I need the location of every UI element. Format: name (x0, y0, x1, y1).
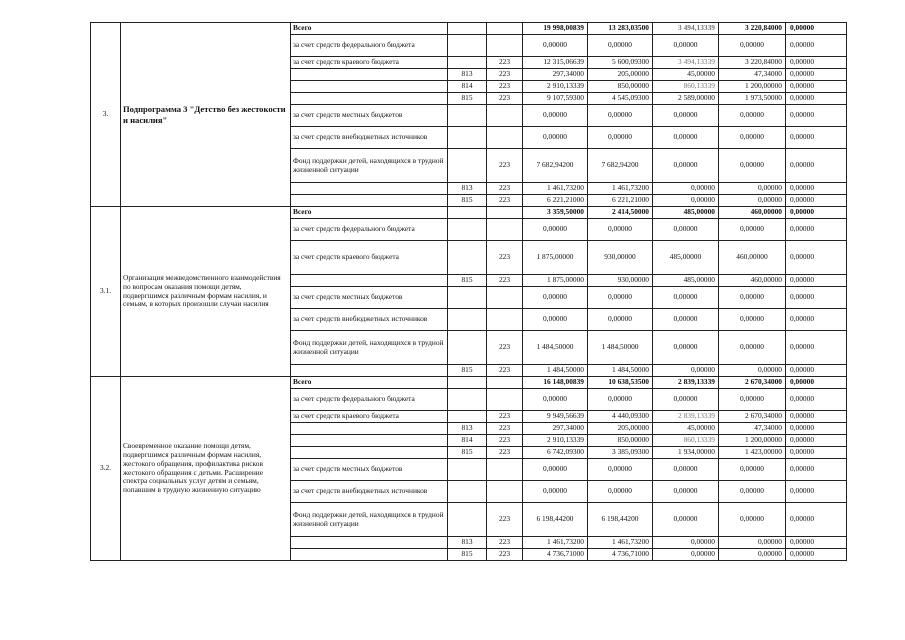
amount-cell: 0,00000 (523, 459, 588, 481)
table-row (91, 377, 847, 389)
amount-cell: 0,00000 (588, 127, 653, 149)
section-code: 223 (487, 183, 523, 195)
amount-cell: 0,00000 (786, 411, 847, 423)
section-code (487, 481, 523, 503)
amount-cell: 45,00000 (653, 69, 719, 81)
amount-cell: 0,00000 (719, 105, 786, 127)
amount-cell: 12 315,06639 (523, 57, 588, 69)
amount-cell: 0,00000 (653, 127, 719, 149)
funding-source-label (291, 549, 448, 561)
budget-code: 815 (448, 93, 487, 105)
amount-cell: 0,00000 (653, 35, 719, 57)
amount-cell: 0,00000 (719, 389, 786, 411)
amount-cell: 0,00000 (653, 331, 719, 365)
amount-cell: 13 283,03500 (588, 23, 653, 35)
amount-cell: 16 148,00839 (523, 377, 588, 389)
amount-cell: 4 736,71000 (523, 549, 588, 561)
amount-cell: 0,00000 (786, 195, 847, 207)
amount-cell: 0,00000 (786, 69, 847, 81)
budget-code (448, 481, 487, 503)
amount-cell: 0,00000 (786, 149, 847, 183)
section-code: 223 (487, 241, 523, 275)
section-code: 223 (487, 149, 523, 183)
amount-cell: 2 670,34000 (719, 411, 786, 423)
funding-source-label: Всего (291, 207, 448, 219)
amount-cell: 205,00000 (588, 69, 653, 81)
amount-cell: 485,00000 (653, 207, 719, 219)
budget-code (448, 309, 487, 331)
amount-cell: 0,00000 (786, 459, 847, 481)
section-code: 223 (487, 365, 523, 377)
budget-code (448, 127, 487, 149)
amount-cell: 0,00000 (588, 219, 653, 241)
funding-source-label (291, 435, 448, 447)
section-code (487, 23, 523, 35)
section-code: 223 (487, 81, 523, 93)
section-code: 223 (487, 503, 523, 537)
amount-cell: 7 682,94200 (588, 149, 653, 183)
amount-cell: 0,00000 (653, 389, 719, 411)
amount-cell: 1 484,50000 (588, 365, 653, 377)
funding-source-label: за счет средств внебюджетных источников (291, 127, 448, 149)
amount-cell: 205,00000 (588, 423, 653, 435)
amount-cell: 0,00000 (719, 309, 786, 331)
funding-source-label (291, 447, 448, 459)
funding-source-label: за счет средств местных бюджетов (291, 287, 448, 309)
amount-cell: 0,00000 (719, 183, 786, 195)
budget-code: 814 (448, 435, 487, 447)
amount-cell: 1 461,73200 (523, 183, 588, 195)
amount-cell: 3 494,13339 (653, 23, 719, 35)
amount-cell: 19 998,00839 (523, 23, 588, 35)
amount-cell: 0,00000 (653, 287, 719, 309)
section-code: 223 (487, 423, 523, 435)
amount-cell: 0,00000 (523, 389, 588, 411)
amount-cell: 0,00000 (588, 309, 653, 331)
section-code: 223 (487, 447, 523, 459)
amount-cell: 0,00000 (588, 35, 653, 57)
section-code (487, 287, 523, 309)
amount-cell: 4 440,09300 (588, 411, 653, 423)
section-code (487, 105, 523, 127)
amount-cell: 0,00000 (588, 105, 653, 127)
amount-cell: 47,34000 (719, 69, 786, 81)
amount-cell: 0,00000 (786, 481, 847, 503)
amount-cell: 0,00000 (653, 105, 719, 127)
amount-cell: 0,00000 (588, 481, 653, 503)
section-code: 223 (487, 69, 523, 81)
amount-cell: 0,00000 (523, 127, 588, 149)
amount-cell: 9 949,56639 (523, 411, 588, 423)
funding-source-label: за счет средств краевого бюджета (291, 241, 448, 275)
funding-source-label: за счет средств внебюджетных источников (291, 309, 448, 331)
amount-cell: 0,00000 (719, 537, 786, 549)
amount-cell: 0,00000 (786, 549, 847, 561)
amount-cell: 0,00000 (719, 481, 786, 503)
amount-cell: 1 973,50000 (719, 93, 786, 105)
budget-code (448, 459, 487, 481)
funding-source-label: за счет средств краевого бюджета (291, 57, 448, 69)
section-code: 223 (487, 549, 523, 561)
amount-cell: 4 545,09300 (588, 93, 653, 105)
amount-cell: 47,34000 (719, 423, 786, 435)
amount-cell: 0,00000 (786, 435, 847, 447)
amount-cell: 930,00000 (588, 275, 653, 287)
amount-cell: 0,00000 (786, 287, 847, 309)
amount-cell: 1 200,00000 (719, 435, 786, 447)
amount-cell: 1 934,00000 (653, 447, 719, 459)
amount-cell: 0,00000 (523, 219, 588, 241)
amount-cell: 0,00000 (653, 149, 719, 183)
amount-cell: 0,00000 (653, 309, 719, 331)
amount-cell: 0,00000 (786, 377, 847, 389)
amount-cell: 0,00000 (786, 207, 847, 219)
amount-cell: 1 461,73200 (588, 537, 653, 549)
amount-cell: 6 198,44200 (523, 503, 588, 537)
amount-cell: 3 494,13339 (653, 57, 719, 69)
funding-source-label: Всего (291, 377, 448, 389)
section-code (487, 207, 523, 219)
funding-source-label: за счет средств местных бюджетов (291, 459, 448, 481)
section-code (487, 35, 523, 57)
section-title: Своевременное оказание помощи детям, подвергшимся различным формам насилия, жестокого обращения, профилактика рисков жестокого обращения с детьми. Расширение спектра социальных услуг детям и семьям, попавшим в трудную жизненную ситуацию (121, 377, 291, 561)
amount-cell: 0,00000 (786, 365, 847, 377)
funding-source-label: за счет средств краевого бюджета (291, 411, 448, 423)
budget-code: 813 (448, 423, 487, 435)
amount-cell: 1 461,73200 (588, 183, 653, 195)
budget-code (448, 219, 487, 241)
amount-cell: 0,00000 (719, 127, 786, 149)
section-code (487, 389, 523, 411)
section-code: 223 (487, 275, 523, 287)
budget-code (448, 57, 487, 69)
amount-cell: 0,00000 (719, 195, 786, 207)
funding-source-label: за счет средств федерального бюджета (291, 389, 448, 411)
amount-cell: 0,00000 (653, 365, 719, 377)
funding-source-label (291, 365, 448, 377)
amount-cell: 0,00000 (786, 23, 847, 35)
funding-source-label (291, 93, 448, 105)
amount-cell: 0,00000 (786, 389, 847, 411)
budget-code (448, 411, 487, 423)
amount-cell: 0,00000 (523, 35, 588, 57)
budget-code (448, 241, 487, 275)
section-title: Подпрограмма 3 "Детство без жестокости и насилия" (121, 23, 291, 207)
amount-cell: 0,00000 (653, 481, 719, 503)
amount-cell: 0,00000 (786, 105, 847, 127)
amount-cell: 0,00000 (786, 503, 847, 537)
funding-source-label: Фонд поддержки детей, находящихся в трудной жизненной ситуации (291, 149, 448, 183)
budget-code: 813 (448, 69, 487, 81)
amount-cell: 0,00000 (653, 503, 719, 537)
amount-cell: 1 484,50000 (523, 331, 588, 365)
amount-cell: 4 736,71000 (588, 549, 653, 561)
budget-code (448, 377, 487, 389)
amount-cell: 2 910,13339 (523, 435, 588, 447)
amount-cell: 2 589,00000 (653, 93, 719, 105)
amount-cell: 0,00000 (786, 35, 847, 57)
amount-cell: 0,00000 (786, 219, 847, 241)
budget-code: 815 (448, 365, 487, 377)
funding-source-label: за счет средств федерального бюджета (291, 219, 448, 241)
amount-cell: 6 221,21000 (523, 195, 588, 207)
budget-code (448, 389, 487, 411)
amount-cell: 850,00000 (588, 81, 653, 93)
budget-code (448, 207, 487, 219)
amount-cell: 0,00000 (523, 105, 588, 127)
amount-cell: 0,00000 (786, 93, 847, 105)
budget-code (448, 503, 487, 537)
budget-table-page (90, 22, 846, 561)
budget-code (448, 149, 487, 183)
amount-cell: 860,13339 (653, 81, 719, 93)
amount-cell: 0,00000 (786, 331, 847, 365)
amount-cell: 2 670,34000 (719, 377, 786, 389)
amount-cell: 0,00000 (786, 447, 847, 459)
amount-cell: 1 484,50000 (588, 331, 653, 365)
amount-cell: 0,00000 (653, 537, 719, 549)
amount-cell: 6 742,09300 (523, 447, 588, 459)
funding-source-label (291, 423, 448, 435)
amount-cell: 6 221,21000 (588, 195, 653, 207)
amount-cell: 3 359,50000 (523, 207, 588, 219)
section-code: 223 (487, 57, 523, 69)
section-number: 3.1. (91, 207, 121, 377)
amount-cell: 0,00000 (523, 287, 588, 309)
amount-cell: 2 414,50000 (588, 207, 653, 219)
amount-cell: 1 461,73200 (523, 537, 588, 549)
amount-cell: 0,00000 (719, 503, 786, 537)
amount-cell: 7 682,94200 (523, 149, 588, 183)
amount-cell: 0,00000 (719, 149, 786, 183)
funding-source-label (291, 537, 448, 549)
section-number: 3.2. (91, 377, 121, 561)
amount-cell: 1 200,00000 (719, 81, 786, 93)
budget-code (448, 35, 487, 57)
budget-code: 815 (448, 447, 487, 459)
amount-cell: 10 638,53500 (588, 377, 653, 389)
amount-cell: 0,00000 (719, 365, 786, 377)
amount-cell: 2 839,13339 (653, 411, 719, 423)
section-code (487, 309, 523, 331)
amount-cell: 9 107,59300 (523, 93, 588, 105)
amount-cell: 0,00000 (786, 81, 847, 93)
amount-cell: 850,00000 (588, 435, 653, 447)
amount-cell: 45,00000 (653, 423, 719, 435)
funding-source-label: за счет средств внебюджетных источников (291, 481, 448, 503)
funding-source-label (291, 183, 448, 195)
amount-cell: 0,00000 (588, 459, 653, 481)
amount-cell: 0,00000 (719, 35, 786, 57)
section-code (487, 219, 523, 241)
section-code: 223 (487, 537, 523, 549)
budget-table (90, 22, 847, 561)
table-row (91, 207, 847, 219)
amount-cell: 1 875,00000 (523, 241, 588, 275)
section-code (487, 127, 523, 149)
amount-cell: 0,00000 (653, 459, 719, 481)
budget-code: 815 (448, 275, 487, 287)
amount-cell: 3 220,84000 (719, 23, 786, 35)
section-code (487, 377, 523, 389)
budget-code: 813 (448, 537, 487, 549)
funding-source-label: Фонд поддержки детей, находящихся в трудной жизненной ситуации (291, 331, 448, 365)
amount-cell: 0,00000 (653, 183, 719, 195)
funding-source-label: за счет средств федерального бюджета (291, 35, 448, 57)
table-row (91, 23, 847, 35)
amount-cell: 1 875,00000 (523, 275, 588, 287)
amount-cell: 297,34000 (523, 69, 588, 81)
amount-cell: 0,00000 (786, 309, 847, 331)
amount-cell: 6 198,44200 (588, 503, 653, 537)
amount-cell: 0,00000 (786, 183, 847, 195)
budget-code: 815 (448, 195, 487, 207)
funding-source-label (291, 195, 448, 207)
section-code: 223 (487, 195, 523, 207)
amount-cell: 0,00000 (786, 275, 847, 287)
amount-cell: 297,34000 (523, 423, 588, 435)
amount-cell: 0,00000 (588, 389, 653, 411)
amount-cell: 0,00000 (719, 549, 786, 561)
amount-cell: 0,00000 (523, 309, 588, 331)
section-code: 223 (487, 331, 523, 365)
section-title: Организация межведомственного взаимодействия по вопросам оказания помощи детям, подвергшимся различным формам насилия, и семьям, в которых произошли случаи насилия (121, 207, 291, 377)
amount-cell: 0,00000 (786, 423, 847, 435)
amount-cell: 0,00000 (786, 127, 847, 149)
amount-cell: 1 423,00000 (719, 447, 786, 459)
amount-cell: 0,00000 (719, 287, 786, 309)
amount-cell: 0,00000 (719, 331, 786, 365)
amount-cell: 1 484,50000 (523, 365, 588, 377)
amount-cell: 0,00000 (786, 241, 847, 275)
amount-cell: 0,00000 (786, 537, 847, 549)
section-code (487, 459, 523, 481)
amount-cell: 0,00000 (588, 287, 653, 309)
funding-source-label: Всего (291, 23, 448, 35)
funding-source-label: Фонд поддержки детей, находящихся в трудной жизненной ситуации (291, 503, 448, 537)
funding-source-label: за счет средств местных бюджетов (291, 105, 448, 127)
amount-cell: 485,00000 (653, 275, 719, 287)
budget-code (448, 331, 487, 365)
funding-source-label (291, 275, 448, 287)
budget-code: 813 (448, 183, 487, 195)
amount-cell: 930,00000 (588, 241, 653, 275)
amount-cell: 0,00000 (523, 481, 588, 503)
amount-cell: 0,00000 (653, 549, 719, 561)
amount-cell: 0,00000 (786, 57, 847, 69)
amount-cell: 5 600,09300 (588, 57, 653, 69)
amount-cell: 3 385,09300 (588, 447, 653, 459)
amount-cell: 2 910,13339 (523, 81, 588, 93)
amount-cell: 860,13339 (653, 435, 719, 447)
budget-code (448, 105, 487, 127)
budget-code: 815 (448, 549, 487, 561)
budget-code (448, 23, 487, 35)
amount-cell: 0,00000 (653, 195, 719, 207)
amount-cell: 485,00000 (653, 241, 719, 275)
funding-source-label (291, 69, 448, 81)
amount-cell: 0,00000 (719, 219, 786, 241)
amount-cell: 0,00000 (653, 219, 719, 241)
amount-cell: 460,00000 (719, 275, 786, 287)
amount-cell: 0,00000 (719, 459, 786, 481)
budget-code (448, 287, 487, 309)
section-code: 223 (487, 93, 523, 105)
funding-source-label (291, 81, 448, 93)
amount-cell: 3 220,84000 (719, 57, 786, 69)
section-code: 223 (487, 411, 523, 423)
section-number: 3. (91, 23, 121, 207)
amount-cell: 2 839,13339 (653, 377, 719, 389)
section-code: 223 (487, 435, 523, 447)
amount-cell: 460,00000 (719, 241, 786, 275)
budget-code: 814 (448, 81, 487, 93)
amount-cell: 460,00000 (719, 207, 786, 219)
